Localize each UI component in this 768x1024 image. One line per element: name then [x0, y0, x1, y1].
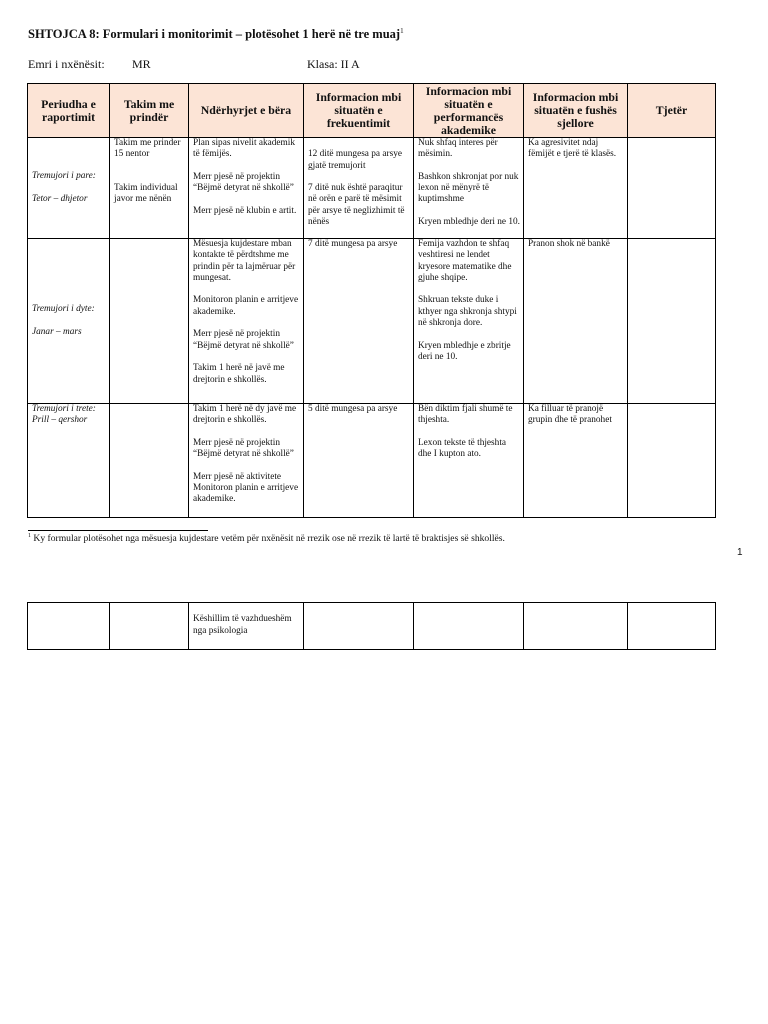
- monitoring-table: [27, 83, 716, 518]
- header-academic: Informacion mbi situatën e performancës akademike: [414, 84, 524, 138]
- header-attendance: Informacion mbi situatën e frekuentimit: [304, 84, 414, 138]
- student-name-value: MR: [132, 57, 151, 71]
- interventions-cell: Mësuesja kujdestare mban kontakte të përdtshme me prindin për ta lajmëruar për mungesat. Monitoron planin e arritjeve akademike. Merr pjesë në projektin “Bëjmë detyrat në shkollë” Takim 1 herë në javë me drejtorin e shkollës.: [189, 239, 304, 404]
- title-footnote-mark: 1: [400, 27, 404, 35]
- header-period: Periudha e raportimit: [28, 84, 110, 138]
- behavior-cell: [524, 603, 628, 650]
- class-value: II A: [340, 57, 360, 71]
- academic-cell: Nuk shfaq interes për mësimin. Bashkon shkronjat por nuk lexon në mënyrë të kuptimshme Kryen mbledhje deri ne 10.: [414, 138, 524, 239]
- behavior-cell: Ka filluar të pranojë grupin dhe të pranohet: [524, 404, 628, 518]
- other-cell: [628, 603, 716, 650]
- table-row: [28, 138, 716, 239]
- attendance-cell: 12 ditë mungesa pa arsye gjatë tremujorit 7 ditë nuk është paraqitur në orën e parë të mësimit për arsye të neglizhimit të nënës: [304, 138, 414, 239]
- header-interventions: Ndërhyrjet e bëra: [189, 84, 304, 138]
- class-label: Klasa:: [307, 57, 338, 71]
- period-cell: Tremujori i dyte: Janar – mars: [28, 239, 110, 404]
- period-cell: [28, 603, 110, 650]
- attendance-cell: [304, 603, 414, 650]
- parent-meeting-cell: Takim me prinder 15 nentor Takim individual javor me nënën: [110, 138, 189, 239]
- footnote: [28, 533, 505, 544]
- student-name-label: Emri i nxënësit:: [28, 57, 105, 71]
- parent-meeting-cell: [110, 239, 189, 404]
- attendance-cell: 5 ditë mungesa pa arsye: [304, 404, 414, 518]
- period-cell: Tremujori i pare: Tetor – dhjetor: [28, 138, 110, 239]
- other-cell: [628, 138, 716, 239]
- parent-meeting-cell: [110, 404, 189, 518]
- parent-meeting-cell: [110, 603, 189, 650]
- footnote-separator: [28, 530, 208, 531]
- period-cell: Tremujori i trete: Prill – qershor: [28, 404, 110, 518]
- table-row: [28, 404, 716, 518]
- footnote-mark: 1: [28, 533, 31, 539]
- header-parent-meeting: Takim me prindër: [110, 84, 189, 138]
- other-cell: [628, 239, 716, 404]
- footnote-text: Ky formular plotësohet nga mësuesja kujdestare vetëm për nxënësit në rrezik ose në rrezik të lartë të braktisjes së shkollës.: [33, 533, 505, 544]
- behavior-cell: Pranon shok në bankë: [524, 239, 628, 404]
- document-title: SHTOJCA 8: Formulari i monitorimit – plotësohet 1 herë në tre muaj$^1$: [28, 27, 404, 41]
- header-row: [28, 84, 716, 138]
- academic-cell: [414, 603, 524, 650]
- page-number: 1: [737, 547, 743, 558]
- header-other: Tjetër: [628, 84, 716, 138]
- attendance-cell: 7 ditë mungesa pa arsye: [304, 239, 414, 404]
- table-row: [28, 239, 716, 404]
- interventions-cell: Plan sipas nivelit akademik të fëmijës. Merr pjesë në projektin “Bëjmë detyrat në shkollë” Merr pjesë në klubin e artit.: [189, 138, 304, 239]
- header-behavior: Informacion mbi situatën e fushës sjellore: [524, 84, 628, 138]
- academic-cell: Femija vazhdon te shfaq veshtiresi ne lendet kryesore matematike dhe gjuhe shqipe. Shkruan tekste duke i kthyer nga shkronja shtypi në shkronja dore. Kryen mbledhje e zbritje deri ne 10.: [414, 239, 524, 404]
- continuation-table: [27, 602, 716, 650]
- academic-cell: Bën diktim fjali shumë te thjeshta. Lexon tekste të thjeshta dhe I kupton ato.: [414, 404, 524, 518]
- student-class: [307, 57, 360, 72]
- other-cell: [628, 404, 716, 518]
- interventions-cell: Këshillim të vazhdueshëm nga psikologia: [189, 603, 304, 650]
- behavior-cell: Ka agresivitet ndaj fëmijët e tjerë të klasës.: [524, 138, 628, 239]
- interventions-cell: Takim 1 herë në dy javë me drejtorin e shkollës. Merr pjesë në projektin “Bëjmë detyrat në shkollë” Merr pjesë në aktivitete Monitoron planin e arritjeve akademike.: [189, 404, 304, 518]
- table-row: [28, 603, 716, 650]
